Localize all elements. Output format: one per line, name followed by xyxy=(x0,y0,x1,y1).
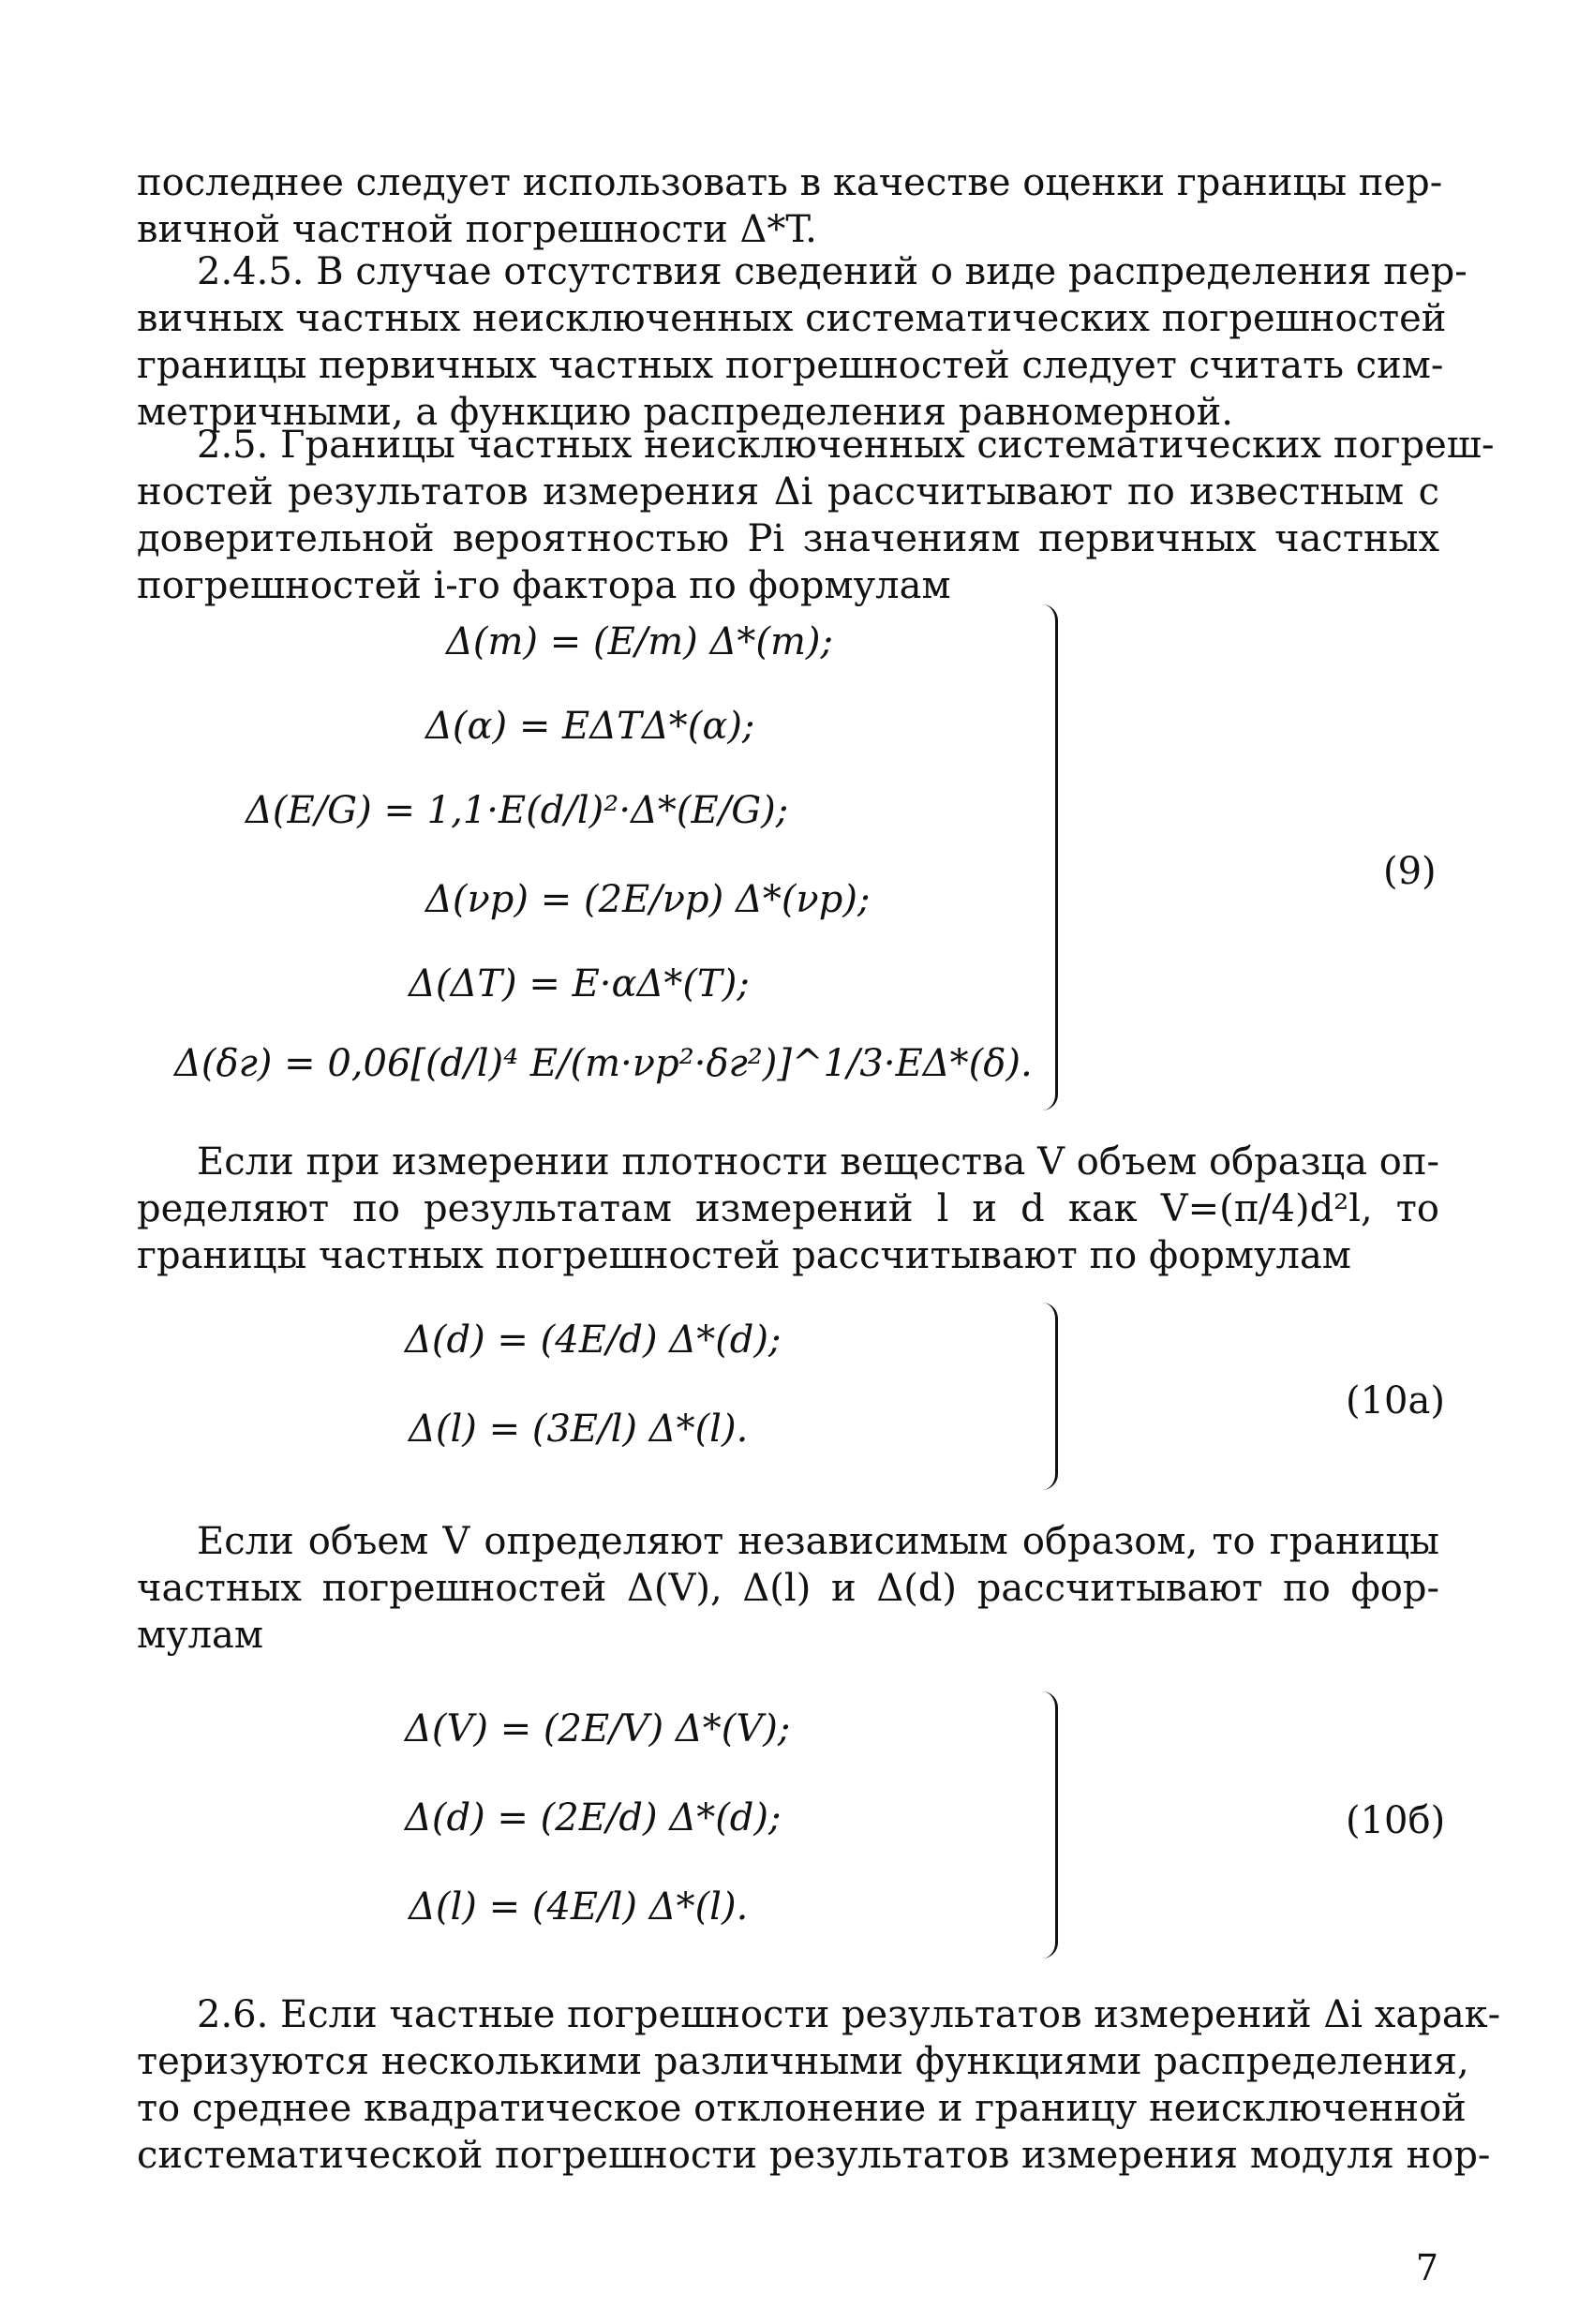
right-brace xyxy=(1042,1303,1058,1490)
text-line: границы частных погрешностей рассчитывают по формулам xyxy=(137,1234,1351,1277)
formula-line: Δ(d) = (4E/d) Δ*(d); xyxy=(405,1318,782,1362)
equation-number: (9) xyxy=(1383,850,1437,893)
formula-line: Δ(E/G) = 1,1·E(d/l)²·Δ*(E/G); xyxy=(246,789,789,832)
formula-line: Δ(δг) = 0,06[(d/l)⁴ E/(m·νp²·δг²)]^1/3·EΔ*(δ). xyxy=(174,1042,1033,1085)
page-number: 7 xyxy=(1415,2247,1438,2288)
paragraph-1 xyxy=(137,159,1443,253)
text-line: теризуются несколькими различными функциями распределения, xyxy=(137,2040,1469,2083)
equation-number: (10а) xyxy=(1346,1379,1445,1423)
formula-line: Δ(ΔT) = E·αΔ*(T); xyxy=(409,962,750,1006)
equation-number: (10б) xyxy=(1346,1799,1446,1842)
right-brace xyxy=(1042,604,1058,1110)
text-line: 2.4.5. В случае отсутствия сведений о виде распределения пер- xyxy=(197,250,1467,293)
paragraph-2.6 xyxy=(137,1991,1501,2179)
text-line: погрешностей i-го фактора по формулам xyxy=(137,564,951,607)
paragraph-2.5 xyxy=(137,422,1495,609)
text-line: ностей результатов измерения Δi рассчитывают по известным с xyxy=(137,470,1439,514)
formula-line: Δ(V) = (2E/V) Δ*(V); xyxy=(405,1707,791,1750)
text-line: мулам xyxy=(137,1614,264,1657)
paragraph-2.4.5 xyxy=(137,248,1467,436)
right-brace xyxy=(1042,1691,1058,1959)
paragraph-density xyxy=(137,1139,1439,1279)
text-line: вичных частных неисключенных систематических погрешностей xyxy=(137,297,1447,340)
formula-line: Δ(l) = (4E/l) Δ*(l). xyxy=(409,1885,749,1929)
text-line: систематической погрешности результатов измерения модуля нор- xyxy=(137,2134,1491,2177)
text-line: 2.5. Границы частных неисключенных систематических погреш- xyxy=(197,424,1495,467)
formula-line: Δ(α) = EΔTΔ*(α); xyxy=(425,705,755,748)
text-line: ределяют по результатам измерений l и d как V=(π/4)d²l, то xyxy=(137,1187,1439,1230)
formula-line: Δ(l) = (3E/l) Δ*(l). xyxy=(409,1408,749,1451)
formula-line: Δ(d) = (2E/d) Δ*(d); xyxy=(405,1796,782,1840)
text-line: частных погрешностей Δ(V), Δ(l) и Δ(d) рассчитывают по фор- xyxy=(137,1567,1439,1610)
text-line: последнее следует использовать в качестве оценки границы пер- xyxy=(137,161,1443,204)
text-line: Если при измерении плотности вещества V объем образца оп- xyxy=(197,1140,1439,1184)
text-line: доверительной вероятностью Pi значениям первичных частных xyxy=(137,517,1439,560)
text-line: 2.6. Если частные погрешности результатов измерений Δi харак- xyxy=(197,1993,1501,2036)
text-line: метричными, а функцию распределения равномерной. xyxy=(137,391,1233,434)
formula-line: Δ(m) = (E/m) Δ*(m); xyxy=(446,620,834,663)
text-line: вичной частной погрешности Δ*T. xyxy=(137,208,817,251)
paragraph-volume xyxy=(137,1518,1439,1659)
formula-line: Δ(νp) = (2E/νp) Δ*(νp); xyxy=(425,878,871,921)
text-line: границы первичных частных погрешностей следует считать сим- xyxy=(137,344,1444,387)
text-line: Если объем V определяют независимым образом, то границы xyxy=(197,1520,1439,1563)
text-line: то среднее квадратическое отклонение и границу неисключенной xyxy=(137,2087,1467,2130)
